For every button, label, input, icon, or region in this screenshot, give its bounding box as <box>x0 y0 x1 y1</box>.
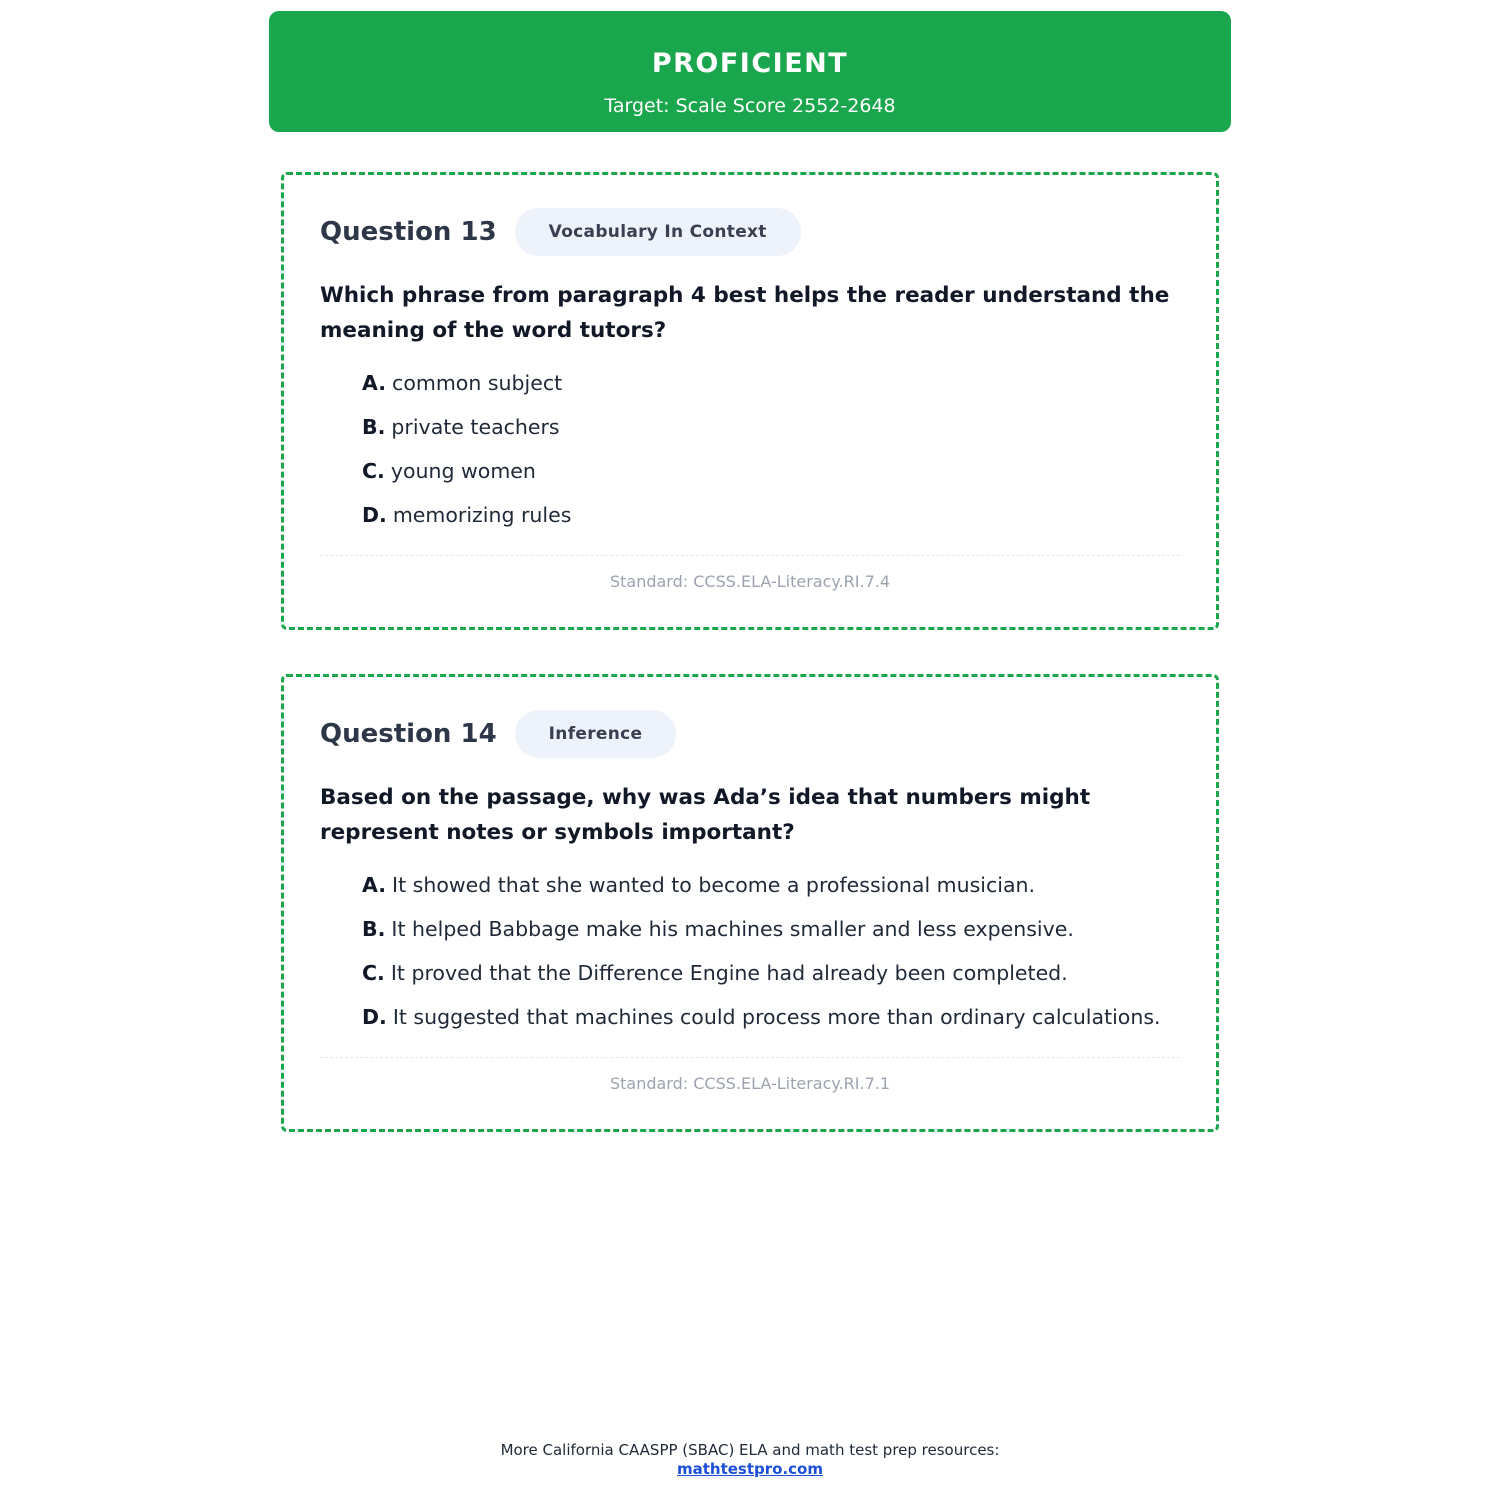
question-card-13 <box>281 172 1219 630</box>
choice-text: It proved that the Difference Engine had already been completed. <box>390 961 1068 985</box>
question-header <box>320 207 801 257</box>
footer-link[interactable]: mathtestpro.com <box>676 1460 823 1478</box>
choice-letter: B. <box>362 415 386 439</box>
question-number: Question 14 <box>320 719 497 749</box>
question-card-14 <box>281 674 1219 1132</box>
choice-text: It suggested that machines could process more than ordinary calculations. <box>392 1005 1161 1029</box>
choice-text: It helped Babbage make his machines smaller and less expensive. <box>391 917 1074 941</box>
answer-choices <box>362 361 571 537</box>
standard-label: Standard: CCSS.ELA-Literacy.RI.7.1 <box>609 1074 891 1093</box>
standard-label: Standard: CCSS.ELA-Literacy.RI.7.4 <box>609 572 891 591</box>
answer-choices <box>362 863 1161 1039</box>
choice-text: common subject <box>392 371 563 395</box>
choice-letter: A. <box>362 873 387 897</box>
level-banner <box>269 11 1231 132</box>
question-text: Based on the passage, why was Ada’s idea that numbers might represent notes or symbols important? <box>320 785 1091 845</box>
question-skill-tag: Vocabulary In Context <box>515 208 801 256</box>
answer-choice-a[interactable] <box>362 863 1161 907</box>
answer-choice-b[interactable] <box>362 405 571 449</box>
footer <box>0 1441 1500 1479</box>
question-header <box>320 709 676 759</box>
choice-letter: B. <box>362 917 386 941</box>
choice-letter: C. <box>362 961 385 985</box>
divider <box>320 1057 1180 1058</box>
choice-letter: D. <box>362 1005 387 1029</box>
answer-choice-d[interactable] <box>362 493 571 537</box>
choice-text: It showed that she wanted to become a professional musician. <box>392 873 1036 897</box>
answer-choice-c[interactable] <box>362 449 571 493</box>
choice-text: memorizing rules <box>392 503 572 527</box>
question-number: Question 13 <box>320 217 497 247</box>
answer-choice-b[interactable] <box>362 907 1161 951</box>
answer-choice-a[interactable] <box>362 361 571 405</box>
footer-text: More California CAASPP (SBAC) ELA and math test prep resources: <box>500 1441 1000 1459</box>
divider <box>320 555 1180 556</box>
banner-title: PROFICIENT <box>651 48 849 79</box>
banner-subtitle: Target: Scale Score 2552-2648 <box>604 95 896 117</box>
choice-letter: A. <box>362 371 387 395</box>
answer-choice-d[interactable] <box>362 995 1161 1039</box>
choice-text: private teachers <box>391 415 560 439</box>
question-text: Which phrase from paragraph 4 best helps the reader understand the meaning of the word tutors? <box>320 283 1170 343</box>
answer-choice-c[interactable] <box>362 951 1161 995</box>
choice-letter: C. <box>362 459 385 483</box>
choice-text: young women <box>390 459 536 483</box>
question-skill-tag: Inference <box>515 710 677 758</box>
choice-letter: D. <box>362 503 387 527</box>
